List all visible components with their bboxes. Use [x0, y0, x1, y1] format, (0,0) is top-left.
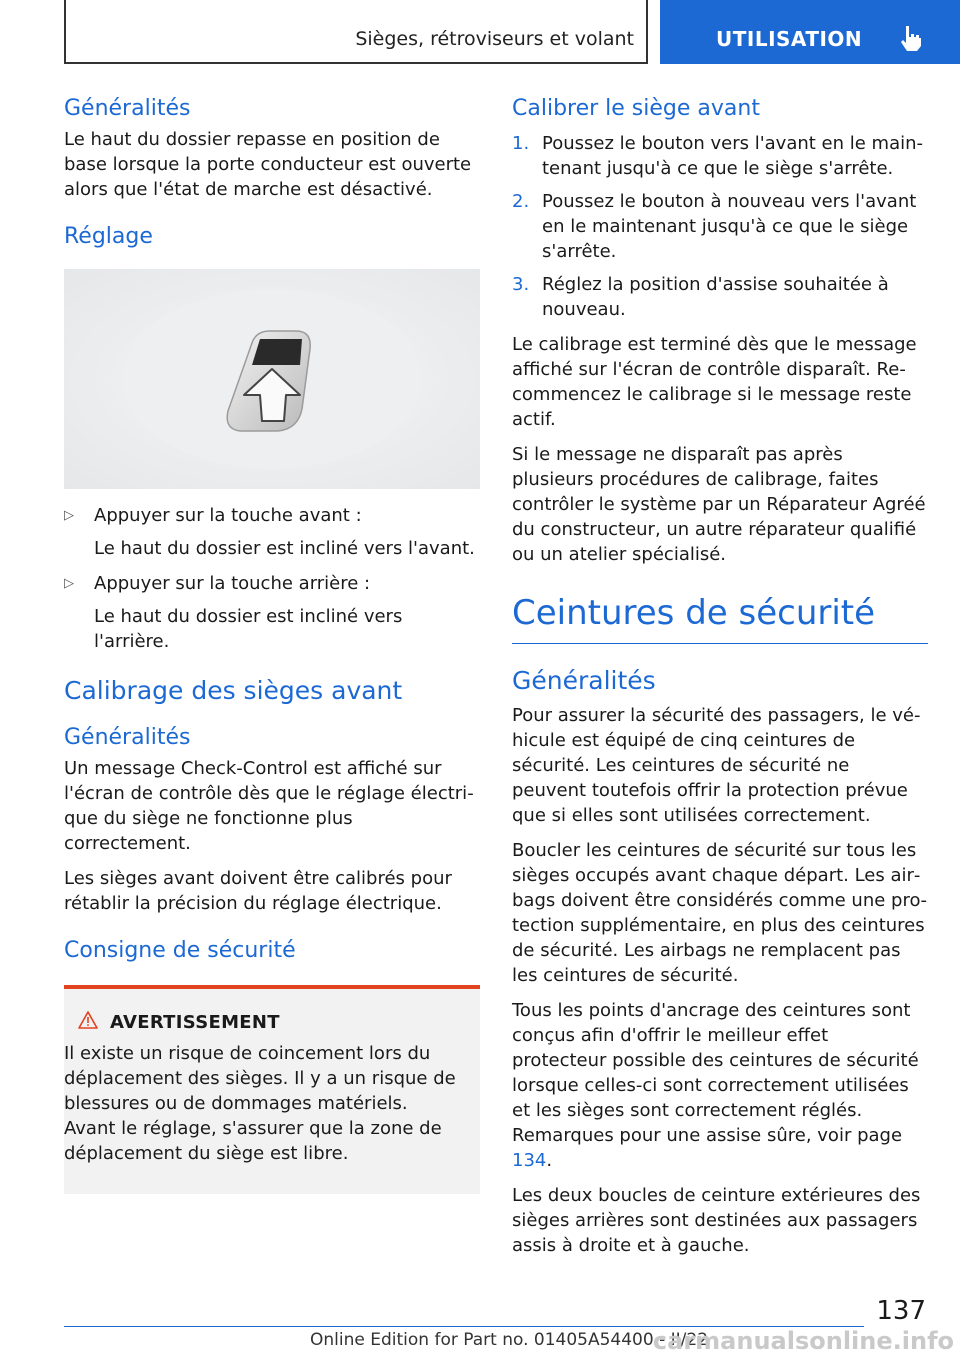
- heading-reglage: Réglage: [64, 224, 153, 249]
- list-item: 2. Poussez le bouton à nouveau vers l'avant en le maintenant jusqu'à ce que le siège s'arrête.: [512, 191, 917, 262]
- paragraph-calibration-end-2: Si le message ne disparaît pas après plusieurs procédures de calibrage, faites contrôler le système par un Réparateur Agréé du constructeur, un autre réparateur qualifié ou un atelier spécialisé.: [512, 444, 926, 565]
- hand-pointer-icon: [898, 24, 924, 56]
- heading-calibrer: Calibrer le siège avant: [512, 96, 760, 121]
- heading-generalites-ceintures: Généralités: [512, 666, 656, 695]
- header-section-box: [64, 0, 648, 64]
- paragraph-ceintures-1: Pour assurer la sécurité des passagers, le véhicule est équipé de cinq ceintures de sécurité. Les ceintures de sécurité ne peuvent toutefois offrir la protection prévue que si elles sont utilisées correctement.: [512, 705, 921, 826]
- left-column: [64, 96, 480, 1194]
- heading-calibrage: Calibrage des sièges avant: [64, 676, 403, 705]
- triangle-bullet-icon: ▷: [64, 576, 74, 591]
- warning-box: [64, 985, 480, 1194]
- heading-ceintures: Ceintures de sécurité: [512, 593, 928, 644]
- paragraph-calibrage-1: Un message Check-Control est affiché sur l'écran de contrôle dès que le réglage électrique du siège ne fonctionne plus correctement.: [64, 758, 474, 854]
- heading-generalites-2: Généralités: [64, 725, 191, 750]
- seat-switch-image: [64, 269, 480, 489]
- list-item: 1. Poussez le bouton vers l'avant en le maintenant jusqu'à ce que le siège s'arrête.: [512, 133, 924, 179]
- list-item: ▷ Appuyer sur la touche arrière : Le haut du dossier est incliné vers l'arrière.: [64, 573, 403, 652]
- paragraph-ceintures-4: Les deux boucles de ceinture extérieures des sièges arrières sont destinées aux passagers assis à droite et à gauche.: [512, 1185, 921, 1256]
- heading-generalites: Généralités: [64, 96, 191, 121]
- list-item: ▷ Appuyer sur la touche avant : Le haut du dossier est incliné vers l'avant.: [64, 505, 475, 559]
- paragraph-calibrage-2: Les sièges avant doivent être calibrés pour rétablir la précision du réglage électrique.: [64, 868, 452, 914]
- page-number: 137: [876, 1296, 926, 1326]
- footer-edition: Online Edition for Part no. 01405A54400 - II/22: [310, 1330, 709, 1350]
- right-column: [512, 96, 928, 1268]
- warning-text: Il existe un risque de coincement lors du déplacement des sièges. Il y a un risque de blessures ou de dommages matériels. Avant le réglage, s'assurer que la zone de déplacement du siège est libre.: [64, 1043, 456, 1164]
- header-section-title: Sièges, rétroviseurs et volant: [355, 28, 634, 50]
- triangle-bullet-icon: ▷: [64, 508, 74, 523]
- paragraph-generalites: Le haut du dossier repasse en position de base lorsque la porte conducteur est ouverte alors que l'état de marche est désactivé.: [64, 129, 472, 200]
- seat-button-illustration: [64, 269, 480, 489]
- watermark: carmanualsonline.info: [652, 1327, 954, 1355]
- heading-consigne: Consigne de sécurité: [64, 938, 296, 963]
- list-item: 3. Réglez la position d'assise souhaitée à nouveau.: [512, 274, 889, 320]
- warning-triangle-icon: [78, 1011, 98, 1033]
- warning-title: AVERTISSEMENT: [110, 1011, 280, 1033]
- header-chapter-box: [660, 0, 960, 64]
- paragraph-ceintures-2: Boucler les ceintures de sécurité sur tous les sièges occupés avant chaque départ. Les airbags doivent être considérés comme une protection supplémentaire, en plus des ceintures de sécurité. Les airbags ne remplacent pas les ceintures de sécurité.: [512, 840, 927, 986]
- calibration-steps: [512, 131, 928, 322]
- page-link[interactable]: 134: [512, 1150, 547, 1171]
- paragraph-ceintures-3: Tous les points d'ancrage des ceintures sont conçus afin d'offrir le meilleur effet protecteur possible des ceintures de sécurité lorsque celles-ci sont correctement utilisées et les sièges sont correctement réglés. Remarques pour une assise sûre, voir page 134.: [512, 1000, 919, 1171]
- reglage-list: [64, 503, 480, 654]
- header-chapter-title: UTILISATION: [716, 27, 863, 51]
- paragraph-calibration-end-1: Le calibrage est terminé dès que le message affiché sur l'écran de contrôle disparaît. Recommencez le calibrage si le message reste actif.: [512, 334, 917, 430]
